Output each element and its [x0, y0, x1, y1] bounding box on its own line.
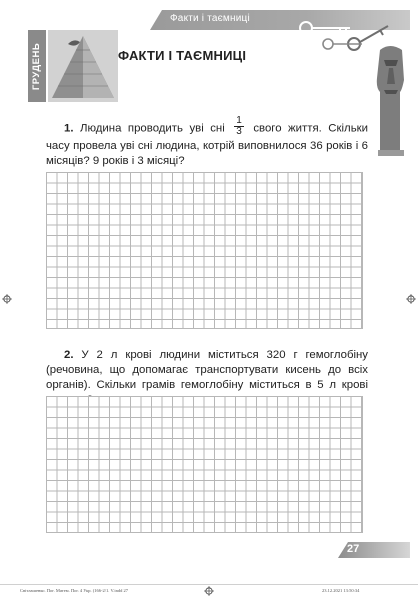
registration-mark-icon	[406, 294, 416, 304]
registration-mark-icon	[2, 294, 12, 304]
task-1-text-before: Людина проводить уві сні	[80, 122, 225, 135]
fraction-denominator: 3	[236, 126, 242, 137]
month-label: ГРУДЕНЬ	[31, 42, 43, 90]
footer-timestamp: 23.12.2021 13:50:34	[322, 588, 360, 593]
task-2-number: 2.	[64, 349, 74, 361]
footer-divider	[0, 584, 418, 585]
section-label: Факти і таємниці	[170, 13, 250, 24]
task-1	[46, 115, 368, 169]
fraction-numerator: 1	[236, 115, 242, 126]
page-title: ФАКТИ І ТАЄМНИЦІ	[118, 48, 247, 63]
task-2-text: У 2 л крові людини міститься 320 г гемоглобіну (речовина, що допомагає транспортувати кисень до всіх органів). Скільки грамів гемоглобіну міститься в 5 л крові	[46, 349, 368, 391]
answer-grid-2[interactable]	[46, 396, 363, 533]
registration-mark-icon	[204, 586, 214, 596]
task-1-text-after: свого життя. Скільки часу провела уві сні людина, котрій виповнилося 36 років і 6 місяців? 9 років і 3 місяці?	[46, 122, 368, 167]
pyramid-illustration	[48, 30, 118, 102]
moai-statue-icon	[372, 40, 410, 160]
page-number: 27	[347, 543, 360, 555]
pyramid-icon	[48, 30, 118, 102]
fraction	[234, 116, 244, 137]
task-1-number: 1.	[64, 122, 74, 135]
footer-file-info: Світлашенко. Пог. Матем. Пог. 4 Укр. (166-2/1. V.indd 27	[20, 588, 128, 593]
answer-grid-1[interactable]	[46, 172, 363, 329]
